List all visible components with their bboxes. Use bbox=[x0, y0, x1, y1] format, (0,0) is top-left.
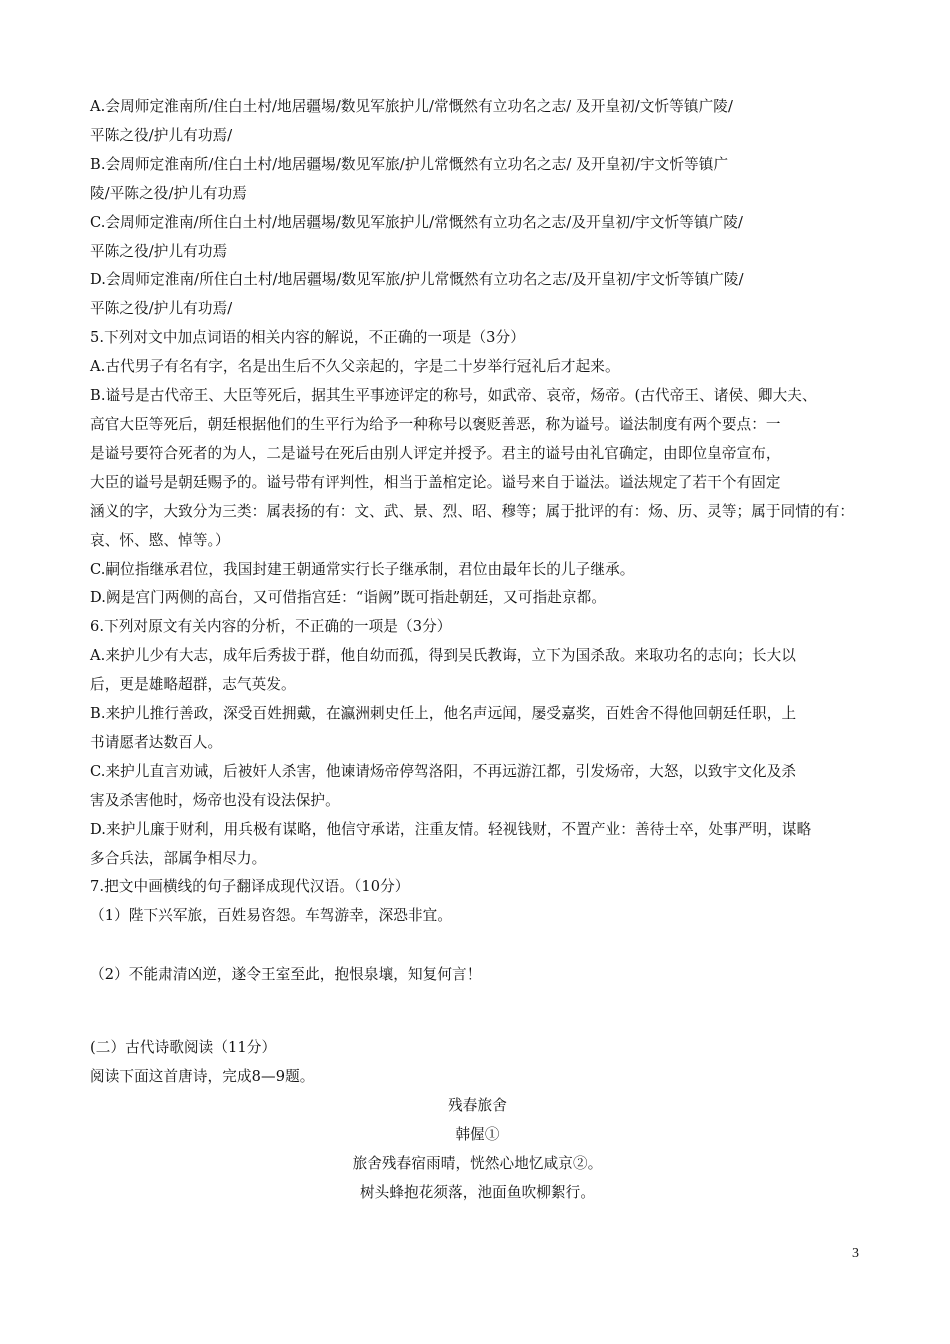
section-intro: 阅读下面这首唐诗，完成8—9题。 bbox=[90, 1068, 315, 1086]
text-line: D.会周师定淮南/所住白土村/地居疆埸/数见军旅/护儿常慨然有立功名之志/及开皇初/宇文忻等镇广陵/ bbox=[90, 271, 744, 289]
text-line: 平陈之役/护儿有功焉/ bbox=[90, 126, 233, 144]
q7-sentence-1: （1）陛下兴军旅，百姓易咨怨。车驾游幸，深恐非宜。 bbox=[90, 907, 453, 925]
text-line: 后，更是雄略超群，志气英发。 bbox=[90, 676, 296, 694]
q5-option-a: A.古代男子有名有字，名是出生后不久父亲起的，字是二十岁举行冠礼后才起来。 bbox=[90, 358, 620, 376]
text-line: 大臣的谥号是朝廷赐予的。谥号带有评判性，相当于盖棺定论。谥号来自于谥法。谥法规定了若干个有固定 bbox=[90, 473, 781, 491]
answer-space bbox=[90, 931, 865, 961]
text-line: 平陈之役/护儿有功焉/ bbox=[90, 300, 233, 318]
text-line: C.会周师定淮南/所住白土村/地居疆埸/数见军旅护儿/常慨然有立功名之志/及开皇初/宇文忻等镇广陵/ bbox=[90, 213, 744, 231]
q7-sentence-2: （2）不能肃清凶逆，遂令王室至此，抱恨泉壤，知复何言！ bbox=[90, 966, 482, 984]
q5-stem: 5.下列对文中加点词语的相关内容的解说，不正确的一项是（3分） bbox=[90, 329, 525, 347]
q7-stem: 7.把文中画横线的句子翻译成现代汉语。（10分） bbox=[90, 878, 410, 896]
text-line: 高官大臣等死后，朝廷根据他们的生平行为给予一种称号以褒贬善恶，称为谥号。谥法制度有两个要点：一 bbox=[90, 415, 781, 433]
q5-option-b bbox=[90, 382, 865, 555]
text-line: B.谥号是古代帝王、大臣等死后，据其生平事迹评定的称号，如武帝、哀帝，炀帝。(古代帝王、诸侯、卿大夫、 bbox=[90, 387, 817, 405]
q4-option-a bbox=[90, 93, 865, 151]
q4-option-c bbox=[90, 209, 865, 267]
section-heading: (二）古代诗歌阅读（11分） bbox=[90, 1039, 277, 1057]
text-line: 平陈之役/护儿有功焉 bbox=[90, 242, 228, 260]
poem-line: 树头蜂抱花须落，池面鱼吹柳絮行。 bbox=[359, 1183, 596, 1201]
poem-title: 残春旅舍 bbox=[448, 1097, 507, 1114]
q6-option-b bbox=[90, 700, 865, 758]
q6-stem: 6.下列对原文有关内容的分析，不正确的一项是（3分） bbox=[90, 618, 452, 636]
text-line: 哀、怀、愍、悼等。） bbox=[90, 531, 230, 549]
text-line: 陵/平陈之役/护儿有功焉 bbox=[90, 184, 247, 202]
poem-author: 韩偓① bbox=[455, 1125, 500, 1143]
q6-option-a bbox=[90, 642, 865, 700]
q4-option-d bbox=[90, 266, 865, 324]
document-page bbox=[90, 93, 865, 1208]
q6-option-d bbox=[90, 816, 865, 874]
text-line: 多合兵法，部属争相尽力。 bbox=[90, 849, 267, 867]
text-line: A.会周师定淮南所/住白土村/地居疆埸/数见军旅护儿/常慨然有立功名之志/ 及开皇初/文忻等镇广陵/ bbox=[90, 98, 733, 115]
q5-option-d: D.阙是宫门两侧的高台，又可借指宫廷：“诣阙”既可指赴朝廷，又可指赴京都。 bbox=[90, 589, 607, 607]
text-line: 涵义的字，大致分为三类：属表扬的有：文、武、景、烈、昭、穆等；属于批评的有：炀、历、灵等；属于同情的有： bbox=[90, 502, 855, 520]
text-line: C.来护儿直言劝诫，后被奸人杀害，他谏请炀帝停驾洛阳，不再远游江都，引发炀帝，大怒，以致宇文化及杀 bbox=[90, 762, 797, 780]
text-line: 是谥号要符合死者的为人，二是谥号在死后由别人评定并授予。君主的谥号由礼官确定，由即位皇帝宣布， bbox=[90, 444, 781, 462]
q6-option-c bbox=[90, 758, 865, 816]
text-line: 害及杀害他时，炀帝也没有设法保护。 bbox=[90, 791, 340, 809]
text-line: 书请愿者达数百人。 bbox=[90, 733, 223, 751]
text-line: B.来护儿推行善政，深受百姓拥戴，在瀛洲刺史任上，他名声远闻，屡受嘉奖，百姓舍不得他回朝廷任职，上 bbox=[90, 705, 797, 723]
poem-line: 旅舍残春宿雨晴，恍然心地忆咸京②。 bbox=[352, 1154, 603, 1172]
q4-option-b bbox=[90, 151, 865, 209]
text-line: B.会周师定淮南所/住白土村/地居疆埸/数见军旅/护儿常慨然有立功名之志/ 及开皇初/宇文忻等镇广 bbox=[90, 155, 729, 173]
text-line: D.来护儿廉于财利，用兵极有谋略，他信守承诺，注重友情。轻视钱财，不置产业：善待士卒，处事严明，谋略 bbox=[90, 820, 812, 838]
q5-option-c: C.嗣位指继承君位，我国封建王朝通常实行长子继承制，君位由最年长的儿子继承。 bbox=[90, 560, 635, 578]
text-line: A.来护儿少有大志，成年后秀拔于群，他自幼而孤，得到吴氏教诲，立下为国杀敌。来取功名的志向；长大以 bbox=[90, 647, 796, 665]
answer-space bbox=[90, 990, 865, 1034]
page-number: 3 bbox=[852, 1246, 859, 1261]
